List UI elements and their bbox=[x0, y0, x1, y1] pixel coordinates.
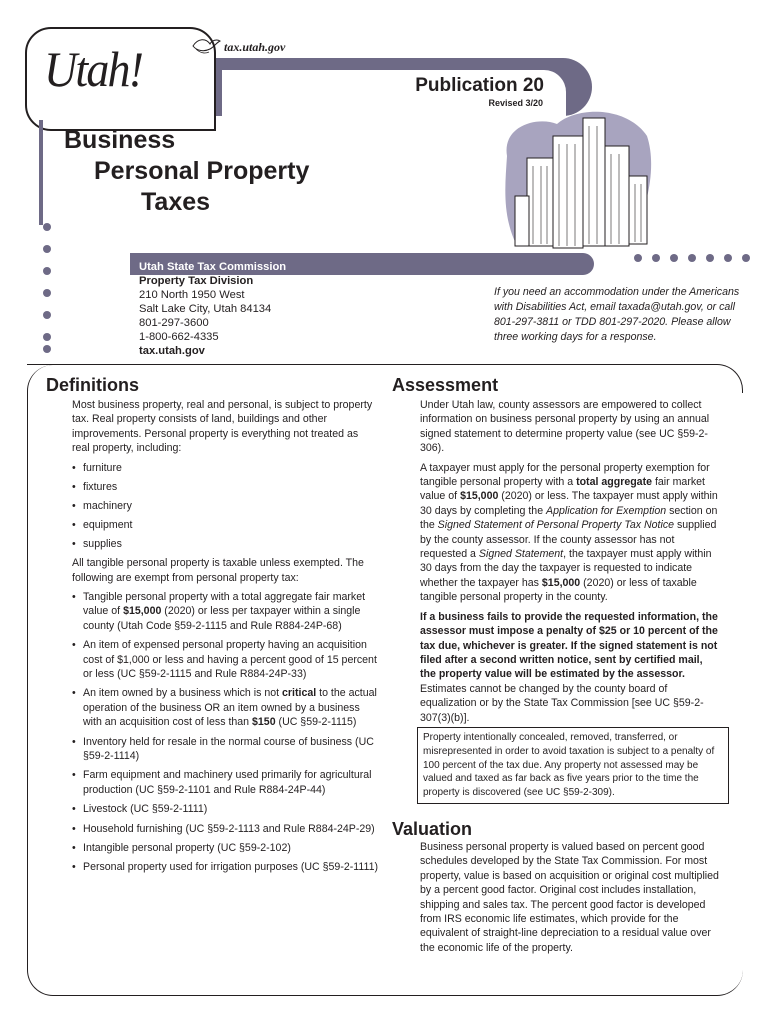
decor-dot bbox=[43, 245, 51, 253]
decor-dot bbox=[43, 267, 51, 275]
assessment-heading: Assessment bbox=[392, 375, 499, 395]
decor-dot bbox=[43, 289, 51, 297]
penalty-box: Property intentionally concealed, removed, transferred, or misrepresented in order to avoid taxation is subject to a penalty of 100 percent of the tax due. Any property not assessed may be valued and taxed as far back as five years prior to the time the property is discovered (see UC §59-2-309). bbox=[417, 727, 729, 804]
list-item: • fixtures bbox=[72, 480, 378, 494]
list-item: • Livestock (UC §59-2-1111) bbox=[72, 802, 378, 816]
list-item: • Household furnishing (UC §59-2-1113 and Rule R884-24P-29) bbox=[72, 822, 378, 836]
utah-logo: Utah! bbox=[44, 41, 143, 97]
decor-dot bbox=[652, 254, 660, 262]
contact-address-2: Salt Lake City, Utah 84134 bbox=[139, 303, 272, 315]
list-item: • Personal property used for irrigation purposes (UC §59-2-1111) bbox=[72, 860, 378, 874]
buildings-illustration bbox=[497, 96, 657, 254]
publication-number: Publication 20 bbox=[415, 75, 544, 96]
list-item: • supplies bbox=[72, 537, 378, 551]
definitions-heading: Definitions bbox=[46, 375, 145, 396]
decor-dot bbox=[670, 254, 678, 262]
valuation-paragraph: Business personal property is valued based on percent good schedules developed by the State Tax Commission. For most property, value is based on acquisition or original cost multiplied by a percent good factor. Original cost includes installation, shipping and sales tax. The percent good factor is developed from IRS economic life estimates, which provide for the equivalent of straight-line depreciation to a residual value over the economic life of the property. bbox=[420, 841, 719, 954]
decor-dot bbox=[688, 254, 696, 262]
contact-division: Property Tax Division bbox=[139, 275, 254, 287]
contact-org: Utah State Tax Commission bbox=[139, 261, 287, 273]
list-item: • equipment bbox=[72, 518, 378, 532]
title-line-3: Taxes bbox=[141, 188, 211, 216]
title-line-1: Business bbox=[64, 126, 176, 154]
list-item: • furniture bbox=[72, 461, 378, 475]
definitions-intro: Most business property, real and personal, is subject to property tax. Real property consists of land, buildings and other improvements. Personal property is everything not treated as real property, including: bbox=[72, 399, 373, 455]
property-list bbox=[72, 461, 378, 552]
accessibility-note: If you need an accommodation under the Americans with Disabilities Act, email taxada@utah.gov, or call 801-297-3811 or TDD 801-297-2020. Please allow three working days for a response. bbox=[494, 286, 740, 343]
header-url: tax.utah.gov bbox=[224, 40, 286, 54]
assessment-paragraph-2: A taxpayer must apply for the personal property exemption for tangible personal property with a total aggregate fair market value of $15,000 (2020) or less. The taxpayer must apply within 30 days by completing the Application for Exemption section on the Signed Statement of Personal Property Tax Notice supplied by the county assessor. If the county assessor has not requested a Signed Statement, the taxpayer must apply within 30 days from the day the taxpayer is requested to indicate whether the taxpayer has $15,000 (2020) or less of taxable tangible personal property in the county. bbox=[420, 461, 718, 604]
title-line-2: Personal Property bbox=[94, 157, 310, 185]
valuation-column bbox=[420, 840, 720, 960]
assessment-column bbox=[420, 398, 720, 730]
exempt-list bbox=[72, 590, 378, 875]
contact-web: tax.utah.gov bbox=[139, 345, 205, 357]
decor-dot bbox=[634, 254, 642, 262]
decor-dot bbox=[724, 254, 732, 262]
assessment-paragraph-1: Under Utah law, county assessors are empowered to collect information on business personal property by using an annual signed statement to determine property value (see UC §59-2-306). bbox=[420, 399, 710, 455]
list-item: • Intangible personal property (UC §59-2-102) bbox=[72, 841, 378, 855]
revised-date: Revised 3/20 bbox=[488, 98, 543, 108]
list-item: • An item owned by a business which is not critical to the actual operation of the business OR an item owned by a business with an acquisition cost of less than $150 (UC §59-2-1115) bbox=[72, 686, 378, 729]
contact-address-1: 210 North 1950 West bbox=[139, 289, 245, 301]
decor-dot bbox=[742, 254, 750, 262]
decor-dot bbox=[706, 254, 714, 262]
valuation-heading: Valuation bbox=[392, 819, 473, 839]
decor-dot bbox=[43, 311, 51, 319]
contact-phone-1: 801-297-3600 bbox=[139, 317, 209, 329]
exempt-intro: All tangible personal property is taxable unless exempted. The following are exempt from personal property tax: bbox=[72, 557, 364, 584]
decor-dot bbox=[43, 345, 51, 353]
title-rule bbox=[39, 120, 43, 225]
assessment-paragraph-3: If a business fails to provide the requested information, the assessor must impose a penalty of $25 or 10 percent of the tax due, whichever is greater. If the signed statement is not filed after a second written notice, sent by certified mail, the property value will be estimated by the assessor. Estimates cannot be changed by the county board of equalization or by the State Tax Commission [see UC §59-2-307(3)(b)]. bbox=[420, 610, 718, 724]
list-item: • machinery bbox=[72, 499, 378, 513]
definitions-column bbox=[72, 398, 378, 880]
list-item: • Farm equipment and machinery used primarily for agricultural production (UC §59-2-1101 and Rule R884-24P-44) bbox=[72, 768, 378, 797]
bird-icon bbox=[190, 34, 222, 56]
decor-dot bbox=[43, 333, 51, 341]
contact-phone-2: 1-800-662-4335 bbox=[139, 331, 219, 343]
decor-dot bbox=[43, 223, 51, 231]
contact-block bbox=[139, 260, 286, 358]
list-item: • Inventory held for resale in the normal course of business (UC §59-2-1114) bbox=[72, 735, 378, 764]
list-item: • An item of expensed personal property having an acquisition cost of $1,000 or less and having a percent good of 15 percent or less (UC §59-2-1115 and Rule R884-24P-33) bbox=[72, 638, 378, 681]
list-item: • Tangible personal property with a total aggregate fair market value of $15,000 (2020) or less per taxpayer within a single county (Utah Code §59-2-1115 and Rule R884-24P-68) bbox=[72, 590, 378, 633]
